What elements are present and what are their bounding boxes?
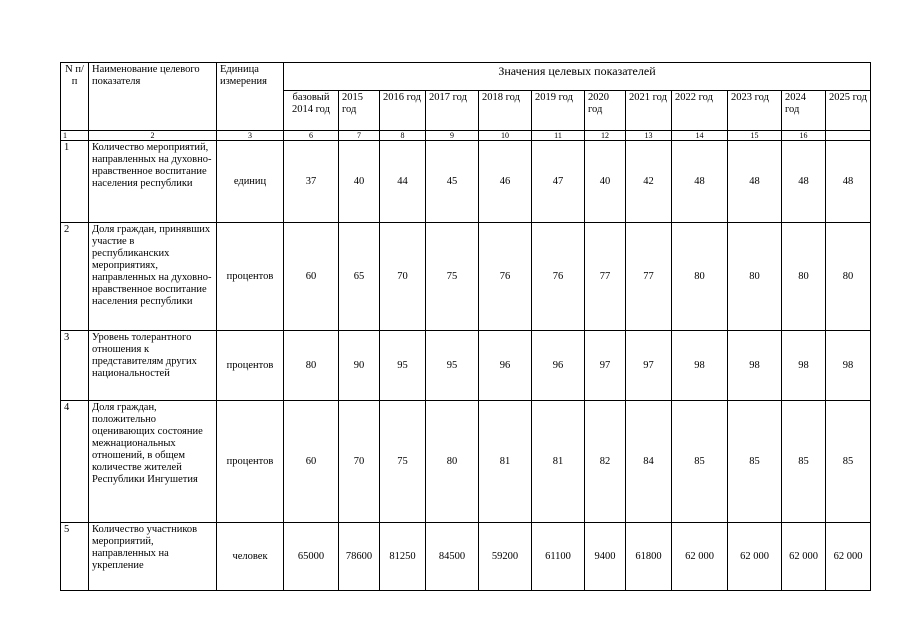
table-row	[61, 141, 871, 223]
indicator-value: 80	[426, 401, 479, 523]
indicator-value: 75	[426, 223, 479, 331]
indicator-unit: процентов	[217, 223, 284, 331]
indicator-unit: единиц	[217, 141, 284, 223]
indicator-value: 85	[728, 401, 782, 523]
indicator-unit: процентов	[217, 331, 284, 401]
indicator-value: 61800	[626, 523, 672, 591]
indicator-value: 40	[339, 141, 380, 223]
indicator-value: 47	[532, 141, 585, 223]
table-row	[61, 523, 871, 591]
indicator-value: 48	[782, 141, 826, 223]
table-row	[61, 331, 871, 401]
indicator-name: Количество участников мероприятий, направленных на укрепление	[89, 523, 217, 591]
indicator-value: 97	[585, 331, 626, 401]
indicator-value: 85	[782, 401, 826, 523]
indicator-value: 78600	[339, 523, 380, 591]
column-number-row	[61, 131, 871, 141]
col-no-header: N п/п	[61, 63, 89, 131]
indicator-value: 60	[284, 223, 339, 331]
indicator-value: 40	[585, 141, 626, 223]
indicator-value: 76	[532, 223, 585, 331]
row-number: 1	[61, 141, 89, 223]
row-number: 3	[61, 331, 89, 401]
col-unit-header: Единица измерения	[217, 63, 284, 131]
indicator-value: 48	[826, 141, 871, 223]
column-number: 9	[426, 131, 479, 141]
indicator-name: Уровень толерантного отношения к представителям других национальностей	[89, 331, 217, 401]
indicator-value: 80	[728, 223, 782, 331]
indicator-value: 59200	[479, 523, 532, 591]
table-row	[61, 401, 871, 523]
indicator-value: 76	[479, 223, 532, 331]
indicator-value: 80	[284, 331, 339, 401]
col-name-header: Наименование целевого показателя	[89, 63, 217, 131]
column-number: 6	[284, 131, 339, 141]
indicator-value: 60	[284, 401, 339, 523]
column-number: 3	[217, 131, 284, 141]
year-header: 2016 год	[380, 91, 426, 131]
targets-table	[60, 62, 871, 591]
year-header: 2017 год	[426, 91, 479, 131]
column-number: 14	[672, 131, 728, 141]
year-header: 2021 год	[626, 91, 672, 131]
indicator-value: 70	[380, 223, 426, 331]
indicator-value: 81	[532, 401, 585, 523]
column-number: 11	[532, 131, 585, 141]
indicator-value: 97	[626, 331, 672, 401]
indicator-value: 80	[826, 223, 871, 331]
indicator-value: 90	[339, 331, 380, 401]
indicator-value: 62 000	[782, 523, 826, 591]
indicator-value: 42	[626, 141, 672, 223]
indicator-value: 98	[826, 331, 871, 401]
column-number: 16	[782, 131, 826, 141]
indicator-value: 75	[380, 401, 426, 523]
year-header: 2018 год	[479, 91, 532, 131]
column-number: 8	[380, 131, 426, 141]
indicator-value: 95	[426, 331, 479, 401]
indicator-value: 85	[826, 401, 871, 523]
indicator-name: Доля граждан, положительно оценивающих состояние межнациональных отношений, в общем количестве жителей Республики Ингушетия	[89, 401, 217, 523]
indicator-unit: процентов	[217, 401, 284, 523]
indicator-value: 98	[672, 331, 728, 401]
indicator-name: Доля граждан, принявших участие в республиканских мероприятиях, направленных на духовно-нравственное воспитание населения республики	[89, 223, 217, 331]
column-number: 2	[89, 131, 217, 141]
row-number: 4	[61, 401, 89, 523]
column-number: 1	[61, 131, 89, 141]
indicator-value: 65000	[284, 523, 339, 591]
indicator-value: 62 000	[672, 523, 728, 591]
year-header: 2015 год	[339, 91, 380, 131]
column-number: 15	[728, 131, 782, 141]
indicator-name: Количество мероприятий, направленных на духовно-нравственное воспитание населения республики	[89, 141, 217, 223]
indicator-value: 77	[585, 223, 626, 331]
indicator-value: 82	[585, 401, 626, 523]
indicator-value: 62 000	[728, 523, 782, 591]
column-number: 7	[339, 131, 380, 141]
indicator-value: 61100	[532, 523, 585, 591]
col-values-header: Значения целевых показателей	[284, 63, 871, 91]
row-number: 5	[61, 523, 89, 591]
indicator-value: 70	[339, 401, 380, 523]
column-number: 13	[626, 131, 672, 141]
indicator-value: 96	[479, 331, 532, 401]
column-number: 12	[585, 131, 626, 141]
column-number	[826, 131, 871, 141]
indicator-value: 77	[626, 223, 672, 331]
indicator-value: 80	[672, 223, 728, 331]
indicator-value: 81250	[380, 523, 426, 591]
indicator-value: 37	[284, 141, 339, 223]
year-header: 2019 год	[532, 91, 585, 131]
column-number: 10	[479, 131, 532, 141]
indicator-value: 96	[532, 331, 585, 401]
year-header: 2022 год	[672, 91, 728, 131]
year-header: 2025 год	[826, 91, 871, 131]
indicator-unit: человек	[217, 523, 284, 591]
year-header: 2020 год	[585, 91, 626, 131]
indicator-value: 84500	[426, 523, 479, 591]
indicator-value: 45	[426, 141, 479, 223]
indicator-value: 84	[626, 401, 672, 523]
indicator-value: 48	[728, 141, 782, 223]
year-header: 2024 год	[782, 91, 826, 131]
header-row-1	[61, 63, 871, 91]
indicator-value: 62 000	[826, 523, 871, 591]
indicator-value: 98	[728, 331, 782, 401]
indicator-value: 98	[782, 331, 826, 401]
indicator-value: 46	[479, 141, 532, 223]
year-header: 2023 год	[728, 91, 782, 131]
indicator-value: 65	[339, 223, 380, 331]
indicator-value: 95	[380, 331, 426, 401]
indicator-value: 48	[672, 141, 728, 223]
indicator-value: 44	[380, 141, 426, 223]
indicator-value: 80	[782, 223, 826, 331]
year-header: базовый 2014 год	[284, 91, 339, 131]
row-number: 2	[61, 223, 89, 331]
indicator-value: 81	[479, 401, 532, 523]
indicator-value: 9400	[585, 523, 626, 591]
indicator-value: 85	[672, 401, 728, 523]
table-row	[61, 223, 871, 331]
